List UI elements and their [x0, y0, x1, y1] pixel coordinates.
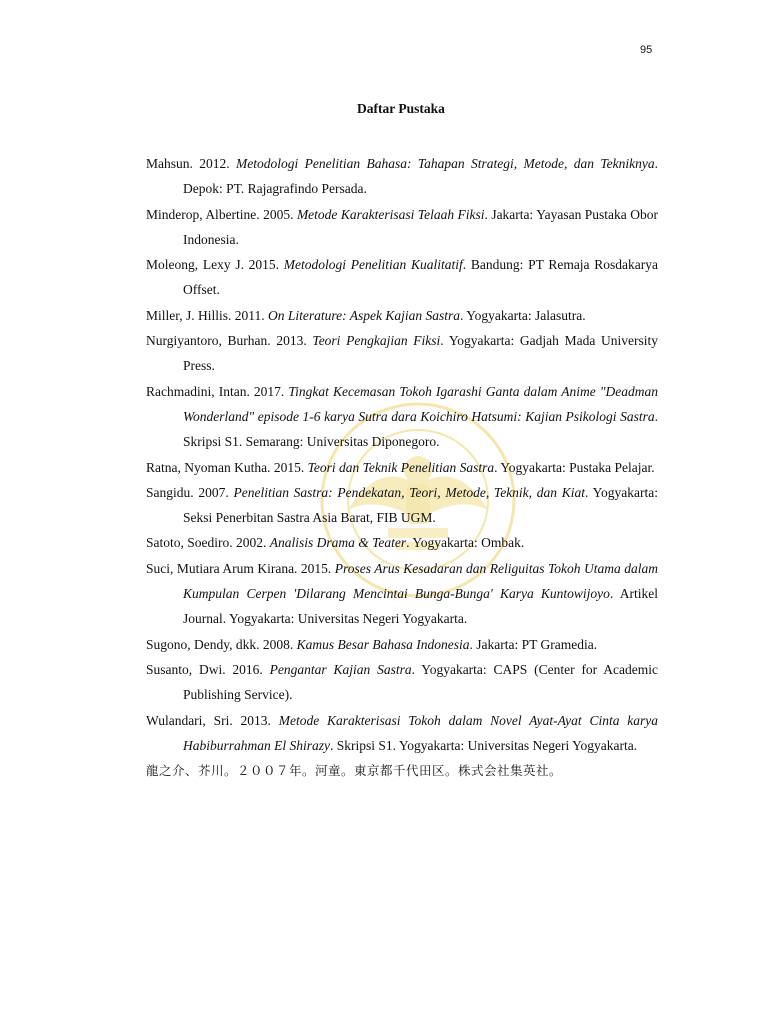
- reference-entry: [146, 480, 658, 531]
- reference-title: Teori dan Teknik Penelitian Sastra: [307, 459, 495, 475]
- reference-title: Proses Arus Kesadaran dan Religuitas Tokoh Utama dalam Kumpulan Cerpen 'Dilarang Mencintai Bunga-Bunga' Karya Kuntowijoyo: [183, 560, 658, 602]
- reference-author: Susanto, Dwi. 2016.: [146, 661, 270, 677]
- reference-author: Suci, Mutiara Arum Kirana. 2015.: [146, 560, 335, 576]
- reference-author: Wulandari, Sri. 2013.: [146, 712, 279, 728]
- reference-title: Metode Karakterisasi Tokoh dalam Novel Ayat-Ayat Cinta karya Habiburrahman El Shirazy: [183, 712, 658, 753]
- reference-entry: [146, 328, 658, 379]
- reference-entry: [146, 708, 658, 759]
- reference-publisher: . Artikel Journal. Yogyakarta: Universitas Negeri Yogyakarta.: [183, 586, 659, 627]
- reference-title: Tingkat Kecemasan Tokoh Igarashi Ganta dalam Anime "Deadman Wonderland" episode 1-6 karya Sutra dara Koichiro Hatsumi: Kajian Psikologi Sastra: [183, 383, 658, 424]
- reference-title: Metode Karakterisasi Telaah Fiksi: [296, 206, 485, 222]
- reference-entry: [146, 632, 658, 657]
- reference-title: Metodologi Penelitian Kualitatif: [283, 257, 463, 273]
- reference-author: Minderop, Albertine. 2005.: [146, 206, 297, 222]
- reference-author: Ratna, Nyoman Kutha. 2015.: [146, 459, 308, 475]
- reference-publisher: . Yogyakarta: Ombak.: [406, 535, 525, 551]
- reference-publisher: . Yogyakarta: Jalasutra.: [459, 307, 586, 323]
- reference-author: Sangidu. 2007.: [146, 484, 234, 500]
- reference-entry-japanese: 龍之介、芥川。２００７年。河童。東京都千代田区。株式会社集英社。: [146, 763, 563, 779]
- reference-author: Nurgiyantoro, Burhan. 2013.: [146, 333, 313, 349]
- reference-entry: [146, 202, 658, 253]
- reference-publisher: . Bandung: PT Remaja Rosdakarya Offset.: [183, 257, 659, 298]
- reference-title: Teori Pengkajian Fiksi: [312, 333, 441, 349]
- reference-author: Rachmadini, Intan. 2017.: [146, 383, 289, 399]
- reference-title: Metodologi Penelitian Bahasa: Tahapan Strategi, Metode, dan Tekniknya: [236, 156, 655, 171]
- reference-publisher: . Yogyakarta: Seksi Penerbitan Sastra Asia Barat, FIB UGM.: [183, 484, 658, 526]
- reference-entry: [146, 252, 658, 303]
- reference-author: Moleong, Lexy J. 2015.: [146, 257, 284, 273]
- reference-title: Kamus Besar Bahasa Indonesia: [296, 636, 470, 652]
- reference-publisher: . Skripsi S1. Yogyakarta: Universitas Negeri Yogyakarta.: [330, 737, 638, 753]
- reference-author: Satoto, Soediro. 2002.: [146, 535, 270, 551]
- page-number: 95: [640, 44, 653, 56]
- reference-author: Miller, J. Hillis. 2011.: [146, 307, 268, 323]
- reference-entry: [146, 530, 658, 555]
- reference-list: [146, 151, 658, 783]
- reference-author: Mahsun. 2012.: [146, 156, 237, 171]
- reference-entry: [146, 151, 658, 202]
- reference-publisher: . Yogyakarta: Pustaka Pelajar.: [494, 459, 655, 475]
- reference-title: Pengantar Kajian Sastra: [269, 661, 412, 677]
- reference-publisher: . Skripsi S1. Semarang: Universitas Diponegoro.: [183, 408, 658, 450]
- reference-publisher: . Yogyakarta: Gadjah Mada University Press.: [183, 333, 658, 374]
- reference-author: Sugono, Dendy, dkk. 2008.: [146, 636, 297, 652]
- reference-publisher: . Jakarta: Yayasan Pustaka Obor Indonesia.: [183, 206, 658, 247]
- reference-publisher: . Depok: PT. Rajagrafindo Persada.: [183, 156, 659, 197]
- reference-title: Analisis Drama & Teater: [269, 535, 407, 551]
- reference-title: Penelitian Sastra: Pendekatan, Teori, Metode, Teknik, dan Kiat: [233, 484, 586, 500]
- reference-title: On Literature: Aspek Kajian Sastra: [267, 307, 460, 323]
- reference-entry: [146, 455, 658, 480]
- reference-entry: [146, 556, 658, 632]
- reference-publisher: . Jakarta: PT Gramedia.: [469, 636, 598, 652]
- reference-publisher: . Yogyakarta: CAPS (Center for Academic Publishing Service).: [183, 661, 658, 703]
- reference-entry: [146, 303, 658, 328]
- page-title: Daftar Pustaka: [357, 101, 445, 116]
- reference-entry: [146, 379, 658, 455]
- reference-entry: [146, 657, 658, 708]
